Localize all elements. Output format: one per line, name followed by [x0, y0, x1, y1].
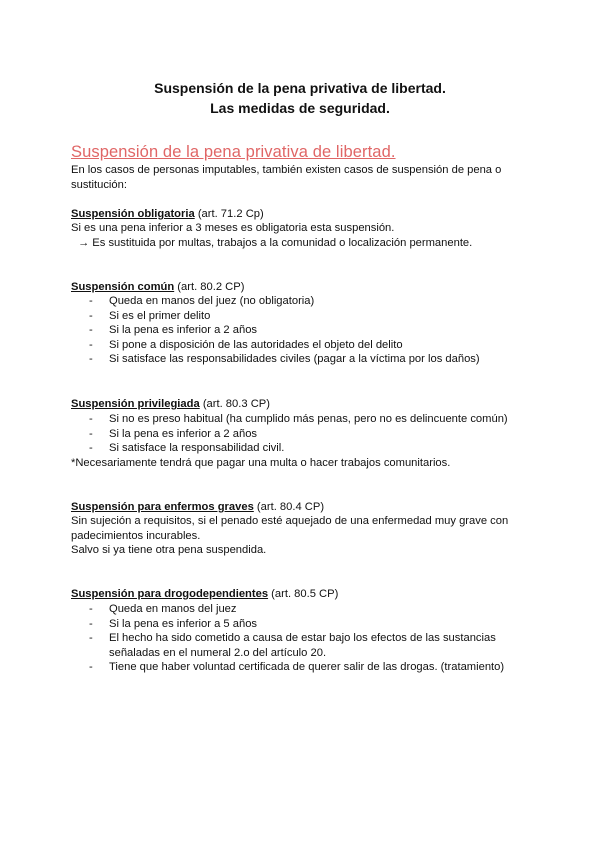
- list-item: - Si pone a disposición de las autoridades el objeto del delito: [89, 338, 403, 351]
- list-item: - Si la pena es inferior a 2 años: [89, 324, 258, 337]
- article-ref: (art. 80.2 CP): [177, 281, 245, 293]
- intro-paragraph: En los casos de personas imputables, también existen casos de suspensión de pena o sustitución:: [71, 164, 502, 191]
- subheading-enfermos: [71, 500, 324, 515]
- privilegiada-list: [71, 412, 551, 456]
- article-ref: (art. 80.4 CP): [256, 501, 325, 513]
- comun-list: [71, 294, 551, 367]
- list-item: - Si la pena es inferior a 2 años: [89, 427, 258, 440]
- subheading-label: Suspensión privilegiada: [71, 398, 200, 410]
- subheading-obligatoria: [71, 207, 264, 222]
- subheading-drogodependientes: [71, 587, 338, 602]
- privilegiada-note: *Necesariamente tendrá que pagar una multa o hacer trabajos comunitarios.: [71, 457, 451, 469]
- list-item: - Si no es preso habitual (ha cumplido más penas, pero no es delincuente común): [89, 413, 508, 425]
- section-heading: Suspensión de la pena privativa de libertad.: [71, 143, 396, 161]
- page-title: [0, 78, 600, 118]
- article-ref: (art. 71.2 Cp): [197, 208, 264, 220]
- list-item: - El hecho ha sido cometido a causa de estar bajo los efectos de las sustancias señaladas en el numeral 2.o del artículo 20.: [89, 632, 496, 659]
- obligatoria-text: Si es una pena inferior a 3 meses es obligatoria esta suspensión.: [71, 222, 395, 234]
- list-item: - Si satisface la responsabilidad civil.: [89, 442, 285, 455]
- subheading-comun: [71, 280, 244, 295]
- enfermos-text: Sin sujeción a requisitos, si el penado esté aquejado de una enfermedad muy grave con padecimientos incurables.: [71, 515, 509, 542]
- subheading-label: Suspensión para drogodependientes: [71, 588, 269, 600]
- list-item: - Tiene que haber voluntad certificada de querer salir de las drogas. (tratamiento): [89, 661, 505, 674]
- subheading-privilegiada: [71, 397, 270, 412]
- page-title-line-2: Las medidas de seguridad.: [210, 100, 390, 116]
- enfermos-text-2: Salvo si ya tiene otra pena suspendida.: [71, 544, 267, 556]
- article-ref: (art. 80.3 CP): [202, 398, 270, 410]
- list-item: - Si satisface las responsabilidades civiles (pagar a la víctima por los daños): [89, 353, 480, 366]
- subheading-label: Suspensión obligatoria: [71, 208, 195, 220]
- obligatoria-arrow-text: → Es sustituida por multas, trabajos a la comunidad o localización permanente.: [78, 237, 473, 249]
- list-item: - Si la pena es inferior a 5 años: [89, 617, 258, 630]
- subheading-label: Suspensión común: [71, 281, 175, 293]
- subheading-label: Suspensión para enfermos graves: [71, 501, 254, 513]
- page-title-line-1: Suspensión de la pena privativa de libertad.: [154, 80, 446, 96]
- list-item: - Queda en manos del juez: [89, 603, 237, 615]
- article-ref: (art. 80.5 CP): [271, 588, 339, 600]
- drogo-list: [71, 602, 541, 675]
- list-item: - Si es el primer delito: [89, 309, 211, 322]
- list-item: - Queda en manos del juez (no obligatoria): [89, 295, 315, 307]
